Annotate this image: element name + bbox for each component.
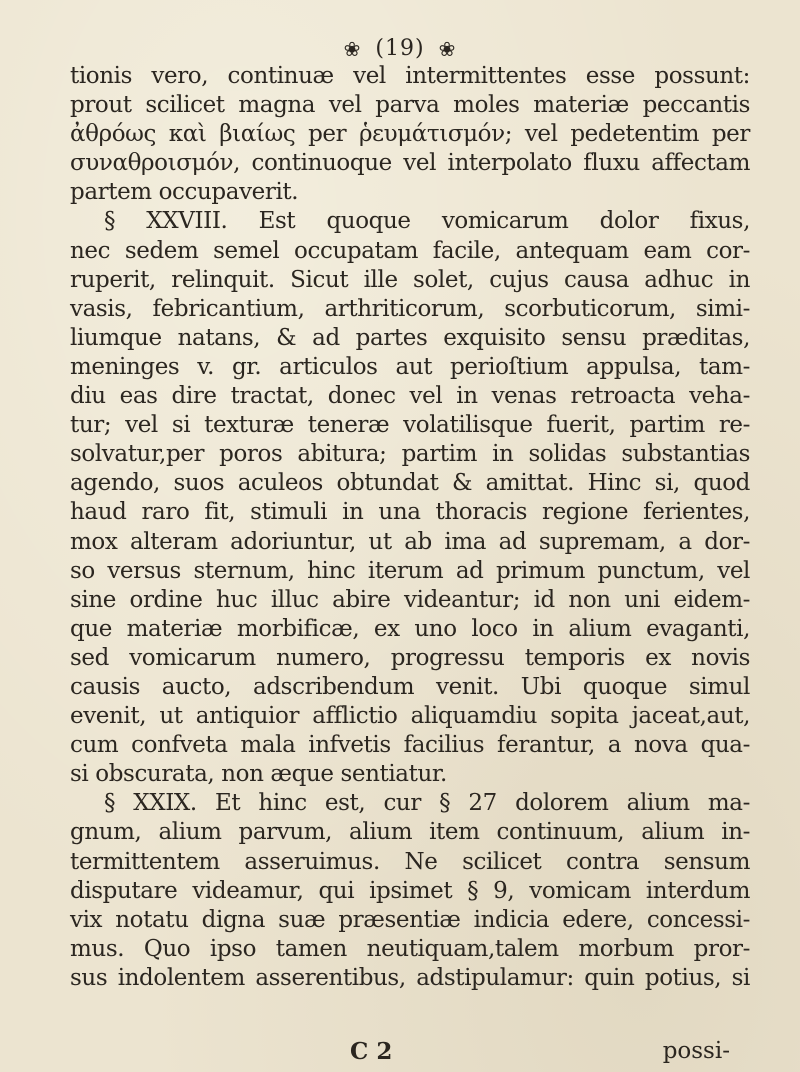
- text-line: nec sedem semel occupatam facile, antequam eam cor-: [70, 237, 750, 264]
- text-line: solvatur,per poros abitura; partim in solidas substantias: [70, 441, 750, 468]
- text-line: disputare videamur, qui ipsimet § 9, vomicam interdum: [70, 877, 750, 904]
- text-line: gnum, alium parvum, alium item continuum, alium in-: [70, 819, 750, 846]
- text-line: tur; vel si texturæ teneræ volatilisque fuerit, partim re-: [70, 412, 750, 439]
- right-ornament-icon: ❀: [438, 37, 457, 61]
- section-heading-line: § XXIX. Et hinc est, cur § 27 dolorem alium ma-: [104, 790, 750, 817]
- text-line: sine ordine huc illuc abire videantur; id non uni eidem-: [70, 586, 750, 613]
- page-number: (19): [375, 36, 425, 61]
- text-line: prout scilicet magna vel parva moles materiæ peccantis: [70, 92, 750, 119]
- section-heading-line: § XXVIII. Est quoque vomicarum dolor fixus,: [104, 208, 750, 235]
- text-line: cum confveta mala infvetis facilius ferantur, a nova qua-: [70, 732, 750, 759]
- text-line: tionis vero, continuæ vel intermittentes esse possunt:: [70, 63, 750, 89]
- text-line: agendo, suos aculeos obtundat & amittat. Hinc si, quod: [70, 470, 750, 497]
- text-line: causis aucto, adscribendum venit. Ubi quoque simul: [70, 673, 750, 700]
- text-line: mus. Quo ipso tamen neutiquam,talem morbum pror-: [70, 935, 750, 962]
- text-line: vix notatu digna suæ præsentiæ indicia edere, concessi-: [70, 906, 750, 933]
- text-line: haud raro fit, stimuli in una thoracis regione ferientes,: [70, 499, 750, 526]
- text-line: partem occupaverit.: [70, 179, 299, 206]
- text-line: so versus sternum, hinc iterum ad primum punctum, vel: [70, 557, 750, 584]
- text-line: sed vomicarum numero, progressu temporis ex novis: [70, 644, 750, 671]
- text-line: evenit, ut antiquior afflictio aliquamdiu sopita jaceat,aut,: [70, 703, 750, 730]
- body-text: [70, 62, 750, 993]
- text-line: ruperit, relinquit. Sicut ille solet, cujus causa adhuc in: [70, 266, 750, 293]
- text-line: συναθροισμόν, continuoque vel interpolato fluxu affectam: [70, 150, 750, 177]
- text-line: ἀθρόως καὶ βιαίως per ῥευμάτισμόν; vel pedetentim per: [70, 121, 750, 148]
- page-header: [0, 36, 800, 61]
- page-footer: [70, 1038, 750, 1068]
- text-line: que materiæ morbificæ, ex uno loco in alium evaganti,: [70, 615, 750, 642]
- text-line: diu eas dire tractat, donec vel in venas retroacta veha-: [70, 383, 750, 410]
- text-line: mox alteram adoriuntur, ut ab ima ad supremam, a dor-: [70, 528, 750, 555]
- text-line: meninges v. gr. articulos aut perioſtium appulsa, tam-: [70, 353, 750, 380]
- signature-mark: C 2: [350, 1038, 393, 1065]
- text-line: sus indolentem asserentibus, adstipulamur: quin potius, si: [70, 964, 750, 991]
- text-line: vasis, febricantium, arthriticorum, scorbuticorum, simi-: [70, 295, 750, 322]
- text-line: liumque natans, & ad partes exquisito sensu præditas,: [70, 324, 750, 351]
- text-line: termittentem asseruimus. Ne scilicet contra sensum: [70, 848, 750, 875]
- catchword: possi-: [662, 1038, 730, 1064]
- left-ornament-icon: ❀: [343, 37, 362, 61]
- text-line: si obscurata, non æque sentiatur.: [70, 761, 447, 788]
